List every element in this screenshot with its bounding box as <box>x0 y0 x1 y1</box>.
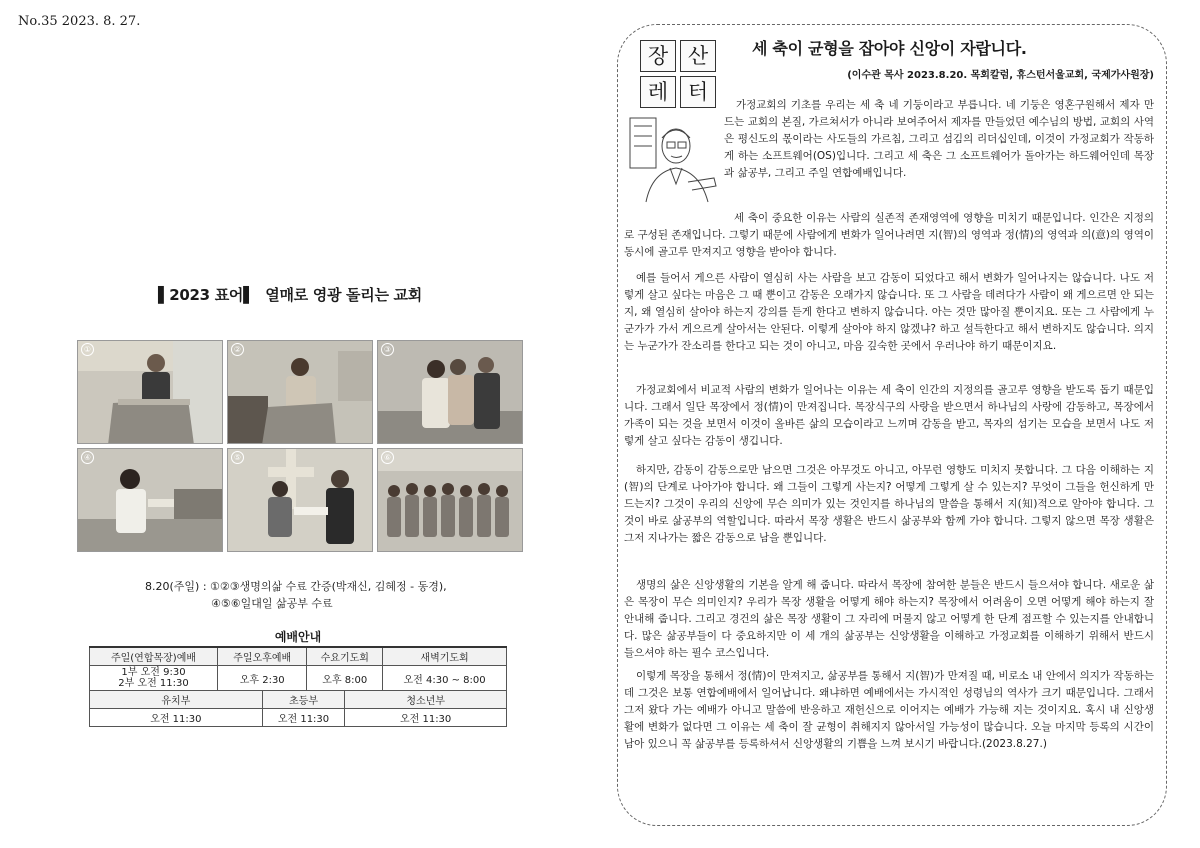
letter-paragraph: 예를 들어서 게으른 사람이 열심히 사는 사람을 보고 감동이 되었다고 해서 변화가 일어나지는 않습니다. 나도 저렇게 살고 싶다는 마음은 그 때 뿐이고 감동은 오래가지 않습니다. 또 그 사람을 데려다가 사람이 왜 게으르면 안 되는지, 왜 열심히 살아야 하는지 강의를 듣게 한다고 변하지 않습니다. 아는 것만 많아질 뿐이지요. 또는 그 사람에게 누군가가 가서 게으르게 살아서는 안된다. 이렇게 살아야 하지 않겠냐? 하고 설득한다고 해서 변하지도 않습니다. 의지는 누군가가 잔소리를 한다고 되는 것이 아니고, 마음 깊숙한 곳에서 우러나야 하기 때문이지요. <box>624 272 1154 352</box>
letter-author: (이수관 목사 2023.8.20. 목회칼럼, 휴스턴서울교회, 국제가사원장) <box>847 70 1154 81</box>
yearly-motto <box>158 284 422 305</box>
sunday-first-service: 1부 오전 9:30 <box>121 667 186 678</box>
photo-5 <box>227 448 373 552</box>
issue-number: No.35 2023. 8. 27. <box>18 14 141 29</box>
letter-paragraph: 가정교회의 기초를 우리는 세 축 네 기둥이라고 부릅니다. 네 기둥은 영혼구원해서 제자 만드는 교회의 본질, 가르쳐서가 아니라 보여주어서 제자를 만들었던 예수님의 방법, 교회의 사역은 평신도의 몫이라는 사도들의 가르침, 그리고 섬김의 리더십인데, 이것이 가정교회가 작동하게 하는 소프트웨어(OS)입니다. 그리고 세 축은 그 소프트웨어가 돌아가는 하드웨어인데 목장과 삶공부, 그리고 주일 연합예배입니다. <box>724 99 1154 179</box>
dept-time-elementary: 오전 11:30 <box>262 709 345 727</box>
service-label-wednesday: 수요기도회 <box>307 647 383 666</box>
service-time-wednesday: 오후 8:00 <box>307 666 383 691</box>
photo-number: ⑥ <box>381 451 394 464</box>
letter-paragraph: 가정교회에서 비교적 사람의 변화가 일어나는 이유는 세 축이 인간의 지정의를 골고루 영향을 받도록 돕기 때문입니다. 그래서 일단 목장에서 정(情)이 만져집니다. 목장식구의 사랑을 받으면서 하나님의 사랑에 감동하고, 목장에서 가족이 되는 것을 보면서 이것이 올바른 삶의 모습이라고 느끼며 감동을 받고, 목자의 섬기는 모습을 보면서 나도 저렇게 살고 싶다는 감동이 생깁니다. <box>624 384 1154 447</box>
motto-marker: ▌2023 표어▌ <box>158 286 255 304</box>
badge-char: 산 <box>680 40 716 72</box>
photo-number: ③ <box>381 343 394 356</box>
dept-time-preschool: 오전 11:30 <box>90 709 263 727</box>
dept-label-youth: 청소년부 <box>345 691 507 709</box>
caption-line-1: 8.20(주일) : ①②③생명의삶 수료 간증(박재신, 김혜정 - 동경), <box>145 580 447 593</box>
service-time-sunday <box>90 666 218 691</box>
photo-caption <box>145 578 465 612</box>
photo-2 <box>227 340 373 444</box>
photo-3 <box>377 340 523 444</box>
service-schedule-table <box>89 626 507 727</box>
sunday-second-service: 2부 오전 11:30 <box>118 678 189 689</box>
dept-label-elementary: 초등부 <box>262 691 345 709</box>
letter-paragraph: 생명의 삶은 신앙생활의 기본을 알게 해 줍니다. 따라서 목장에 참여한 분들은 반드시 들으셔야 합니다. 새로운 삶은 목장이 무슨 의미인지? 우리가 목장 생활을 어떻게 해야 하는지? 목장에서 어려움이 오면 어떻게 해야 하는지 잘 안내해 줍니다. 그리고 경건의 삶은 목장 생활이 그 자리에 머물지 않고 어떻게 한 단계 점프할 수 있는지를 안내합니다. 많은 삶공부들이 다 중요하지만 이 세 개의 삶공부는 신앙생활을 이해하고 가정교회를 이해하기 위해서 반드시 들으셔야 하는 필수 코스입니다. <box>624 579 1154 659</box>
pastor-sketch-portrait <box>626 112 720 204</box>
caption-line-2: ④⑤⑥일대일 삶공부 수료 <box>211 597 333 610</box>
motto-text: 열매로 영광 돌리는 교회 <box>265 286 422 304</box>
dept-label-preschool: 유치부 <box>90 691 263 709</box>
service-table-title: 예배안내 <box>90 626 507 647</box>
photo-number: ④ <box>81 451 94 464</box>
badge-char: 장 <box>640 40 676 72</box>
badge-char: 레 <box>640 76 676 108</box>
letter-paragraph: 세 축이 중요한 이유는 사람의 실존적 존재영역에 영향을 미치기 때문입니다. 인간은 지정의로 구성된 존재입니다. 그렇기 때문에 사람에게 변화가 일어나려면 지(智)의 영역과 정(情)의 영역과 의(意)의 영역이 동시에 골고루 만져지고 영향을 받아야 합니다. <box>624 212 1154 258</box>
photo-4 <box>77 448 223 552</box>
photo-1 <box>77 340 223 444</box>
service-time-afternoon: 오후 2:30 <box>217 666 306 691</box>
badge-char: 터 <box>680 76 716 108</box>
letter-title: 세 축이 균형을 잡아야 신앙이 자랍니다. <box>752 39 1027 58</box>
photo-number: ① <box>81 343 94 356</box>
service-label-dawn: 새벽기도회 <box>383 647 507 666</box>
service-label-sunday: 주일(연합목장)예배 <box>90 647 218 666</box>
photo-number: ② <box>231 343 244 356</box>
photo-grid <box>77 340 519 553</box>
letter-paragraph: 이렇게 목장을 통해서 정(情)이 만져지고, 삶공부를 통해서 지(智)가 만져질 때, 비로소 내 안에서 의지가 작동하는데 그것은 보통 연합예배에서 일어납니다. 왜냐하면 예배에서는 가시적인 성령님의 역사가 크기 때문입니다. 그래서 그저 왔다 가는 예배가 아니고 말씀에 반응하고 재헌신으로 이어지는 예배가 가능해 지는 것이지요. 혹시 내 신앙생활에 변화가 없다면 그 이유는 세 축이 잘 균형이 취해지지 않아서일 가능성이 많습니다. 오늘 마지막 등록의 시간이 남아 있으니 꼭 삶공부를 등록하셔서 신앙생활의 기쁨을 느껴 보시기 바랍니다.(2023.8.27.) <box>624 670 1154 750</box>
column-badge <box>640 40 716 110</box>
service-label-afternoon: 주일오후예배 <box>217 647 306 666</box>
letter-paragraph: 하지만, 감동이 감동으로만 남으면 그것은 아무것도 아니고, 아무런 영향도 미치지 못합니다. 그 다음 이해하는 지(智)의 단계로 나아가야 합니다. 왜 그들이 그렇게 사는지? 어떻게 그렇게 살 수 있는지? 무엇이 그들을 헌신하게 만드는지? 그것이 우리의 신앙에 무슨 의미가 있는 것인지를 하나님의 말씀을 통해서 지(知)적으로 알아야 합니다. 그것이 바로 삶공부의 역할입니다. 따라서 목장 생활은 반드시 삶공부와 함께 가야 합니다. 그렇지 않으면 목장 생활은 그저 지나가는 짧은 감동으로 남을 뿐입니다. <box>624 464 1154 544</box>
photo-number: ⑤ <box>231 451 244 464</box>
service-time-dawn: 오전 4:30 ~ 8:00 <box>383 666 507 691</box>
dept-time-youth: 오전 11:30 <box>345 709 507 727</box>
photo-6 <box>377 448 523 552</box>
